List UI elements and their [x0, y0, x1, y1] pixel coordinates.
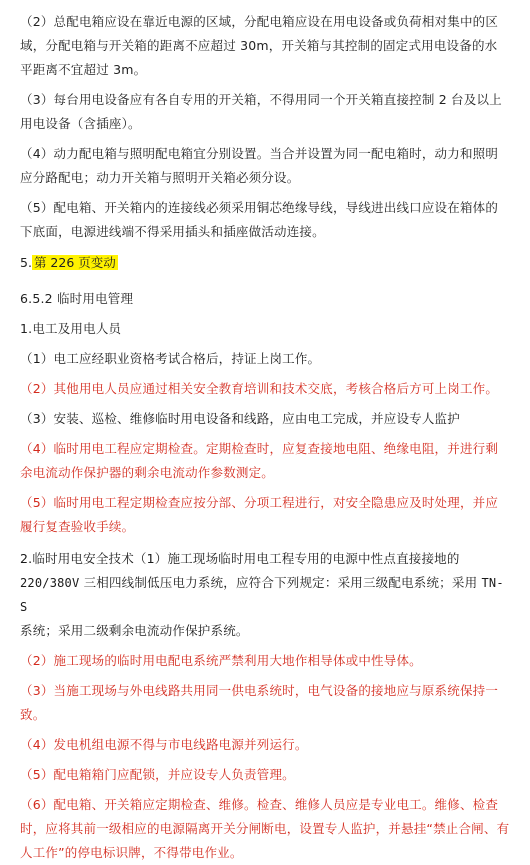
subsection-title: 6.5.2 临时用电管理 [20, 290, 134, 306]
safety-item-4: （4）发电机组电源不得与市电线路电源并列运行。 [20, 736, 308, 752]
electrician-item-3: （3）安装、巡检、维修临时用电设备和线路，应由电工完成，并应设专人监护 [20, 410, 460, 426]
intro-voltage: 220/380V [20, 575, 80, 590]
intro-line-b: 三相四线制低压电力系统，应符合下列规定：采用三级配电系统；采用 [79, 574, 482, 590]
safety-item-5: （5）配电箱箱门应配锁，并应设专人负责管理。 [20, 766, 295, 782]
intro-line-a: 2.临时用电安全技术（1）施工现场临时用电工程专用的电源中性点直接接地的 [20, 550, 460, 566]
paragraph-connection-wires: （5）配电箱、开关箱内的连接线必须采用铜芯绝缘导线，导线进出线口应设在箱体的下底面，电源进线端不得采用插头和插座做活动连接。 [20, 200, 499, 239]
paragraph-dedicated-switch-box: （3）每台用电设备应有各自专用的开关箱，不得用同一个开关箱直接控制 2 台及以上用电设备（含插座）。 [20, 92, 502, 131]
electrician-item-2: （2）其他用电人员应通过相关安全教育培训和技术交底，考核合格后方可上岗工作。 [20, 380, 499, 396]
electrician-item-5: （5）临时用电工程定期检查应按分部、分项工程进行，对安全隐患应及时处理，并应履行复查验收手续。 [20, 494, 499, 534]
paragraph-distribution-box-location: （2）总配电箱应设在靠近电源的区域，分配电箱应设在用电设备或负荷相对集中的区域，分配电箱与开关箱的距离不应超过 30m，开关箱与其控制的固定式用电设备的水平距离不宜超过 3m。 [20, 14, 499, 77]
electrician-item-1: （1）电工应经职业资格考试合格后，持证上岗工作。 [20, 350, 321, 366]
group-title-electricians: 1.电工及用电人员 [20, 320, 122, 336]
safety-item-6: （6）配电箱、开关箱应定期检查、维修。检查、维修人员应是专业电工。维修、检查时，应将其前一级相应的电源隔离开关分闸断电，设置专人监护，并悬挂“禁止合闸、有人工作”的停电标识牌，不得带电作业。 [20, 796, 510, 860]
electrician-item-4: （4）临时用电工程应定期检查。定期检查时，应复查接地电阻、绝缘电阻，并进行剩余电流动作保护器的剩余电流动作参数测定。 [20, 440, 499, 480]
safety-item-3: （3）当施工现场与外电线路共用同一供电系统时，电气设备的接地应与原系统保持一致。 [20, 682, 499, 722]
highlighted-change-note: 第 226 页变动 [33, 255, 116, 270]
section-marker [20, 252, 510, 274]
intro-system-type: TN-S [20, 575, 504, 614]
intro-line-c: 系统；采用二级剩余电流动作保护系统。 [20, 622, 249, 638]
group-intro-safety-technique [20, 547, 510, 643]
section-number: 5. [20, 255, 32, 270]
paragraph-power-lighting-boxes: （4）动力配电箱与照明配电箱宜分别设置。当合并设置为同一配电箱时，动力和照明应分路配电；动力开关箱与照明开关箱必须分设。 [20, 146, 499, 185]
safety-item-2: （2）施工现场的临时用电配电系统严禁利用大地作相导体或中性导体。 [20, 652, 422, 668]
